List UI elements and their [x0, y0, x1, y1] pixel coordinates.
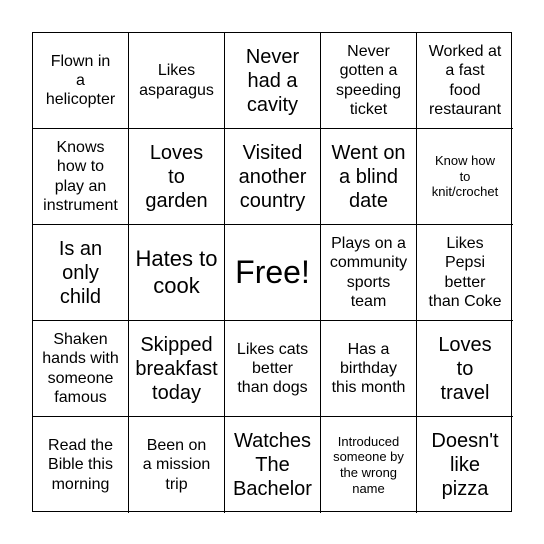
bingo-board: [32, 32, 512, 512]
bingo-cell[interactable]: Is an only child: [33, 225, 129, 321]
bingo-cell[interactable]: Know how to knit/crochet: [417, 129, 513, 225]
bingo-cell[interactable]: Never had a cavity: [225, 33, 321, 129]
bingo-cell[interactable]: Has a birthday this month: [321, 321, 417, 417]
bingo-cell[interactable]: Visited another country: [225, 129, 321, 225]
bingo-cell[interactable]: Introduced someone by the wrong name: [321, 417, 417, 513]
bingo-cell[interactable]: Plays on a community sports team: [321, 225, 417, 321]
bingo-cell[interactable]: Worked at a fast food restaurant: [417, 33, 513, 129]
free-space[interactable]: Free!: [225, 225, 321, 321]
bingo-cell[interactable]: Likes cats better than dogs: [225, 321, 321, 417]
bingo-cell[interactable]: Likes asparagus: [129, 33, 225, 129]
bingo-cell[interactable]: Watches The Bachelor: [225, 417, 321, 513]
bingo-cell[interactable]: Never gotten a speeding ticket: [321, 33, 417, 129]
bingo-cell[interactable]: Flown in a helicopter: [33, 33, 129, 129]
bingo-cell[interactable]: Loves to travel: [417, 321, 513, 417]
bingo-cell[interactable]: Knows how to play an instrument: [33, 129, 129, 225]
bingo-cell[interactable]: Been on a mission trip: [129, 417, 225, 513]
bingo-cell[interactable]: Loves to garden: [129, 129, 225, 225]
bingo-cell[interactable]: Doesn't like pizza: [431, 430, 499, 500]
bingo-cell[interactable]: Likes Pepsi better than Coke: [417, 225, 513, 321]
bingo-cell[interactable]: Skipped breakfast today: [129, 321, 225, 417]
bingo-cell[interactable]: Shaken hands with someone famous: [33, 321, 129, 417]
bingo-cell[interactable]: Read the Bible this morning: [33, 417, 129, 513]
bingo-cell[interactable]: Hates to cook: [129, 225, 225, 321]
bingo-cell[interactable]: Went on a blind date: [321, 129, 417, 225]
